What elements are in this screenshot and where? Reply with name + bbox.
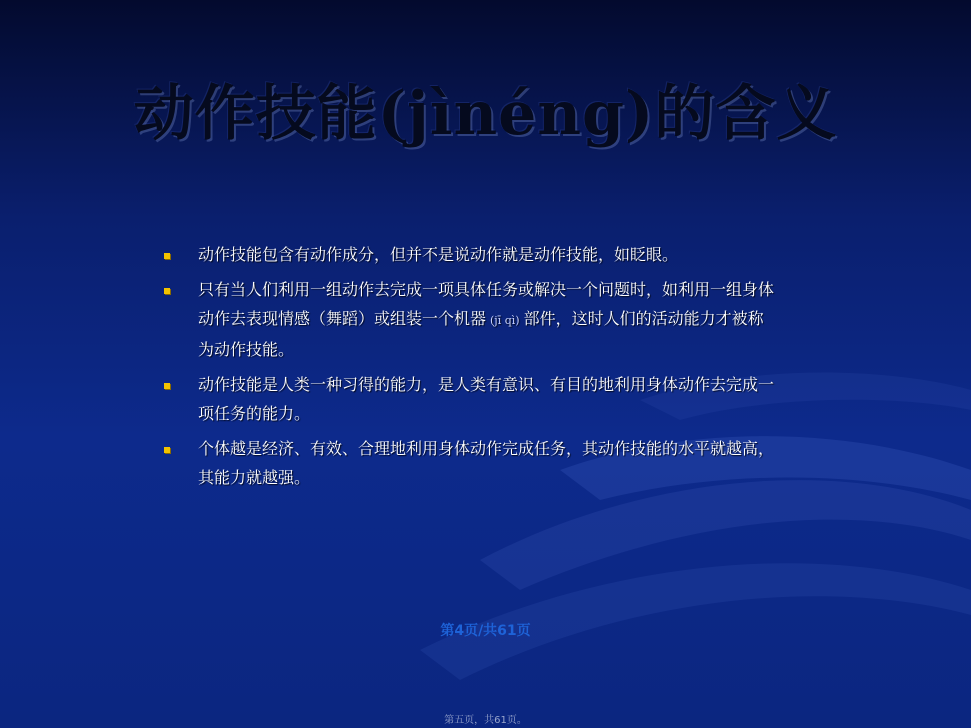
bullet-item [160, 434, 800, 492]
bullet-item [160, 240, 800, 269]
bullet-square-icon [164, 253, 170, 259]
bullet-line-text: 动作去表现情感（舞蹈）或组装一个机器 [198, 309, 487, 328]
bullet-line: 为动作技能。 [198, 340, 295, 359]
bullet-square-icon [164, 447, 170, 453]
bullet-line-text-after: 部件，这时人们的活动能力才被称 [523, 309, 764, 328]
bullet-square-icon [164, 288, 170, 294]
pinyin-annotation: (jī qì) [490, 314, 520, 327]
bullet-line-with-pinyin [198, 304, 800, 335]
bullet-item [160, 370, 800, 428]
bullet-line: 个体越是经济、有效、合理地利用身体动作完成任务，其动作技能的水平就越高， [198, 439, 775, 458]
bullet-line: 其能力就越强。 [198, 468, 311, 487]
slide-title: 动作技能(jìnéng)的含义 [133, 79, 838, 149]
bullet-line: 动作技能是人类一种习得的能力，是人类有意识、有目的地利用身体动作去完成一 [198, 375, 775, 394]
bullet-line: 动作技能包含有动作成分，但并不是说动作就是动作技能，如眨眼。 [198, 245, 679, 264]
bullet-line: 项任务的能力。 [198, 404, 311, 423]
bullet-square-icon [164, 383, 170, 389]
footer-note: 第五页，共61页。 [444, 715, 527, 726]
page-indicator: 第4页/共61页 [440, 623, 531, 639]
bullet-list [160, 240, 800, 498]
bullet-item [160, 275, 800, 364]
bullet-line: 只有当人们利用一组动作去完成一项具体任务或解决一个问题时，如利用一组身体 [198, 280, 775, 299]
